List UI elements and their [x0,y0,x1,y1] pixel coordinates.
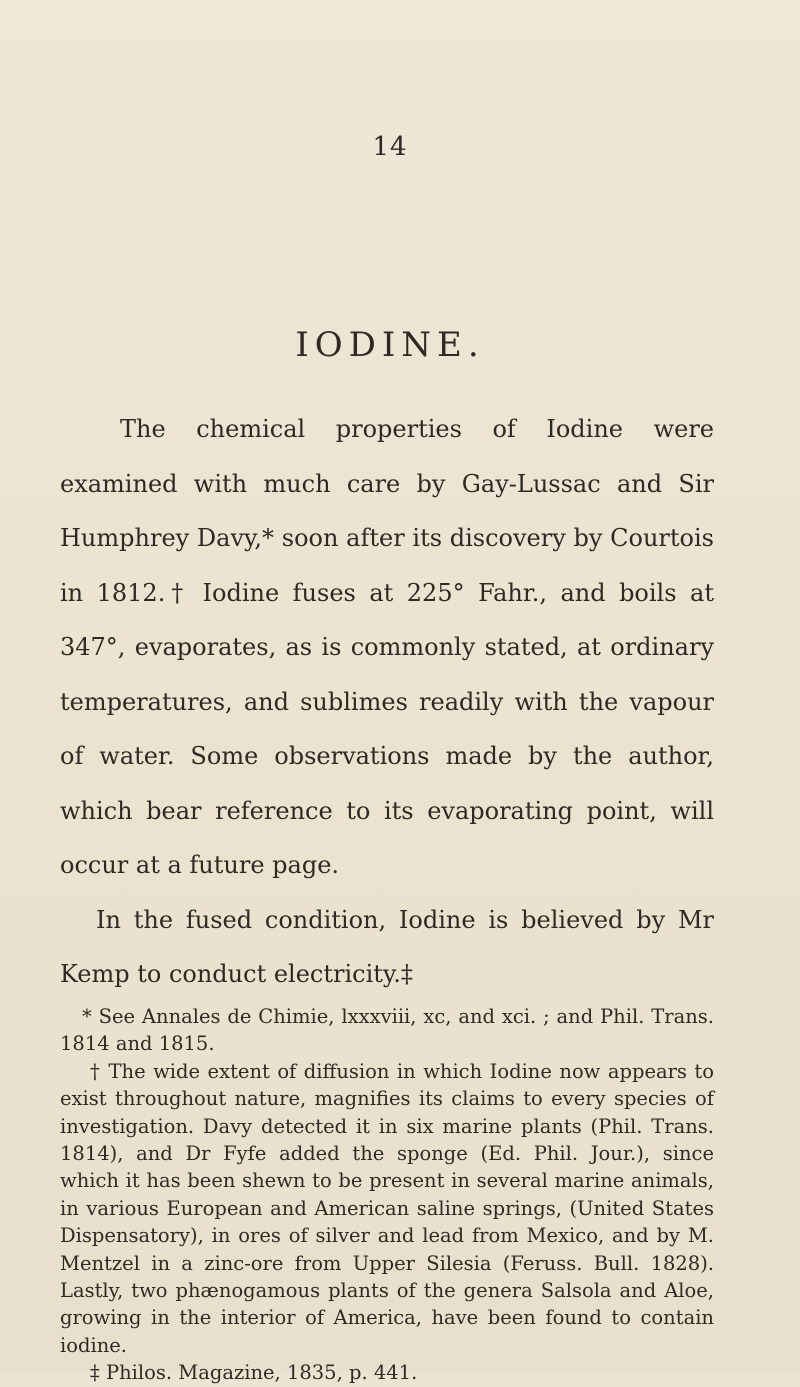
footnotes [60,1003,714,1387]
paragraph-2: In the fused condition, Iodine is believed by Mr Kemp to conduct electricity.‡ [60,905,714,988]
footnote-3: ‡ Philos. Magazine, 1835, p. 441. [90,1361,418,1385]
footnote-2: † The wide extent of diffusion in which Iodine now appears to exist throughout nature, magnifies its claims to every species of investigation. Davy detected it in six marine plants (Phil. Trans. 1814), and Dr Fyfe added the sponge (Ed. Phil. Jour.), since which it has been shewn to be present in several marine animals, in various European and American saline springs, (United States Dispensatory), in ores of silver and lead from Mexico, and by M. Mentzel in a zinc-ore from Upper Silesia (Feruss. Bull. 1828). Lastly, two phænogamous plants of the genera Salsola and Aloe, growing in the interior of America, have been found to contain iodine. [60,1059,714,1357]
footnote-1: * See Annales de Chimie, lxxxviii, xc, and xci. ; and Phil. Trans. 1814 and 1815. [60,1005,714,1056]
paragraph-1: The chemical properties of Iodine were examined with much care by Gay-Lussac and Sir Humphrey Davy,* soon after its discovery by Courtois in 1812.† Iodine fuses at 225° Fahr., and boils at 347°, evaporates, as is commonly stated, at ordinary temperatures, and sublimes readily with the vapour of water. Some observations made by the author, which bear reference to its evaporating point, will occur at a future page. [60,415,714,879]
page-number: 14 [372,132,408,162]
body-text [60,402,714,1002]
section-heading: IODINE. [295,324,485,365]
